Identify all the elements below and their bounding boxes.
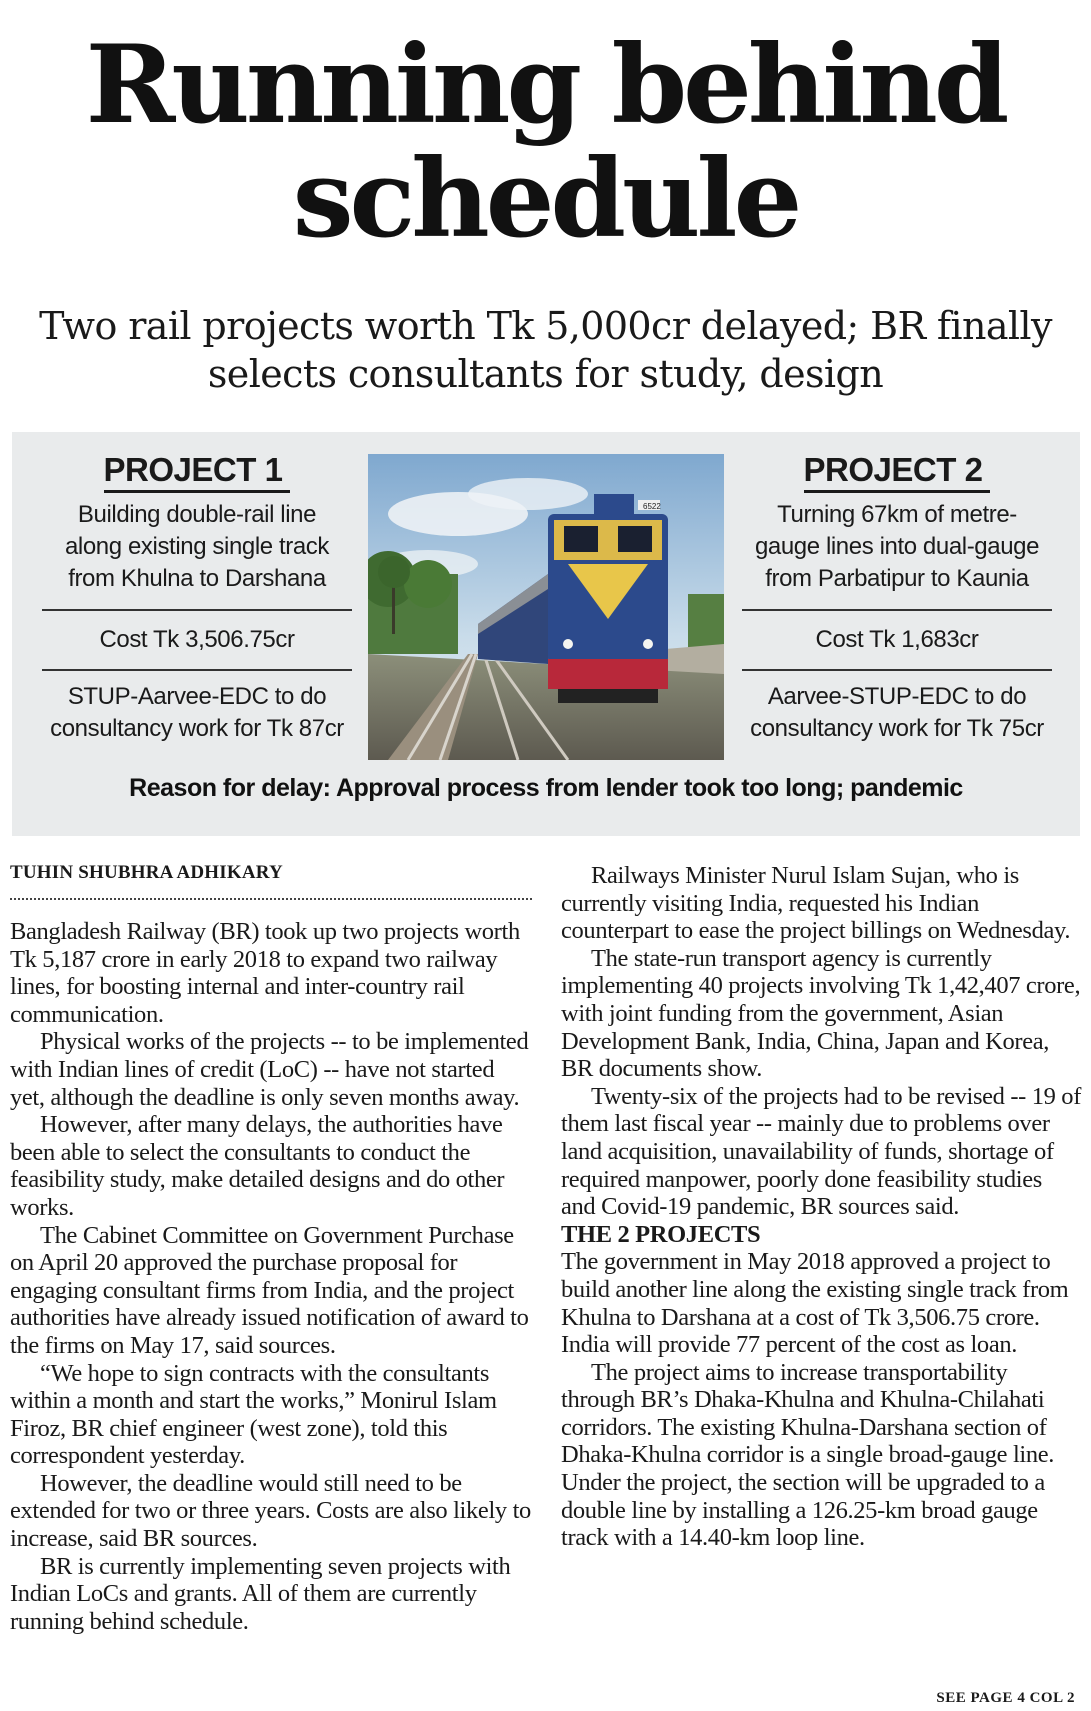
paragraph: The state-run transport agency is currently implementing 40 projects involving Tk 1,42,407 crore, with joint funding from the government, Asian Development Bank, India, China, Japan and Korea, BR documents show. (561, 944, 1081, 1083)
paragraph: Railways Minister Nurul Islam Sujan, who is currently visiting India, requested his Indian counterpart to ease the project billings on Wednesday. (561, 862, 1071, 945)
project1-consultancy (42, 671, 352, 745)
project1-box (42, 432, 352, 745)
paragraph: Physical works of the projects -- to be implemented with Indian lines of credit (LoC) -- have not started yet, although the deadline is only seven months away. (10, 1028, 529, 1111)
project-info-panel (12, 432, 1080, 836)
subhead-line1: Two rail projects worth Tk 5,000cr delayed; BR finally (39, 304, 1052, 348)
project1-cost: Cost Tk 3,506.75cr (99, 626, 295, 653)
project1-consult-line: consultancy work for Tk 87cr (50, 715, 344, 742)
paragraph: Bangladesh Railway (BR) took up two projects worth Tk 5,187 crore in early 2018 to expand two railway lines, for boosting internal and inter-country rail communication. (10, 918, 520, 1028)
project2-cost: Cost Tk 1,683cr (815, 626, 979, 653)
headline-line1: Running behind (85, 22, 1006, 148)
paragraph: The Cabinet Committee on Government Purchase on April 20 approved the purchase proposal for engaging consultant firms from India, and the project authorities have already issued notification of award to the firms on May 17, said sources. (10, 1221, 529, 1359)
paragraph: Twenty-six of the projects had to be revised -- 19 of them last fiscal year -- mainly due to problems over land acquisition, unavailability of funds, shortage of required manpower, poorly done feasibility studies and Covid-19 pandemic, BR sources said. (561, 1082, 1082, 1221)
train-photo-icon (368, 454, 724, 760)
loco-number: 6522 (643, 502, 661, 511)
project2-consult-line: consultancy work for Tk 75cr (750, 715, 1044, 742)
article-column-1 (10, 918, 532, 1635)
article-column-2 (561, 862, 1081, 1552)
project2-consultancy (742, 671, 1052, 745)
paragraph: However, the deadline would still need to be extended for two or three years. Costs are also likely to increase, said BR sources. (10, 1469, 531, 1553)
project2-desc-line: gauge lines into dual-gauge (754, 533, 1040, 560)
project2-desc-line: Turning 67km of metre- (777, 501, 1017, 528)
project2-description (742, 499, 1052, 597)
paragraph: BR is currently implementing seven projects with Indian LoCs and grants. All of them are currently running behind schedule. (10, 1552, 511, 1635)
project2-consult-line: Aarvee-STUP-EDC to do (767, 683, 1027, 710)
project1-consult-line: STUP-Aarvee-EDC to do (67, 683, 327, 710)
paragraph: However, after many delays, the authorities have been able to select the consultants to conduct the feasibility study, make detailed designs and do other works. (10, 1111, 505, 1221)
byline-divider (10, 898, 532, 900)
paragraph: The project aims to increase transportability through BR’s Dhaka-Khulna and Khulna-Chilahati corridors. The existing Khulna-Darshana section of Dhaka-Khulna corridor is a single broad-gauge line. Under the project, the section will be upgraded to a double line by installing a 126.25-km broad gauge track with a 14.40-km loop line. (561, 1358, 1055, 1552)
headline-line2: schedule (292, 136, 799, 262)
project1-desc-line: along existing single track (64, 533, 330, 560)
project1-desc-line: Building double-rail line (77, 501, 317, 528)
paragraph: The government in May 2018 approved a project to build another line along the existing single track from Khulna to Darshana at a cost of Tk 3,506.75 crore. India will provide 77 percent of the cost as loan. (561, 1248, 1069, 1359)
project2-box (742, 432, 1052, 745)
paragraph: “We hope to sign contracts with the consultants within a month and start the works,” Monirul Islam Firoz, BR chief engineer (west zone), told this correspondent yesterday. (10, 1359, 497, 1470)
project2-title: PROJECT 2 (804, 450, 991, 493)
project1-description (42, 499, 352, 597)
project2-desc-line: from Parbatipur to Kaunia (765, 565, 1029, 592)
byline: TUHIN SHUBHRA ADHIKARY (10, 862, 283, 883)
subhead-line2: selects consultants for study, design (207, 352, 884, 396)
project1-title: PROJECT 1 (104, 450, 291, 493)
continuation-note: SEE PAGE 4 COL 2 (936, 1690, 1075, 1706)
delay-reason: Reason for delay: Approval process from lender took too long; pandemic (129, 774, 963, 802)
subheadline (0, 302, 1091, 398)
project1-desc-line: from Khulna to Darshana (68, 565, 326, 592)
headline (0, 22, 1091, 262)
section-heading: THE 2 PROJECTS (561, 1220, 761, 1248)
